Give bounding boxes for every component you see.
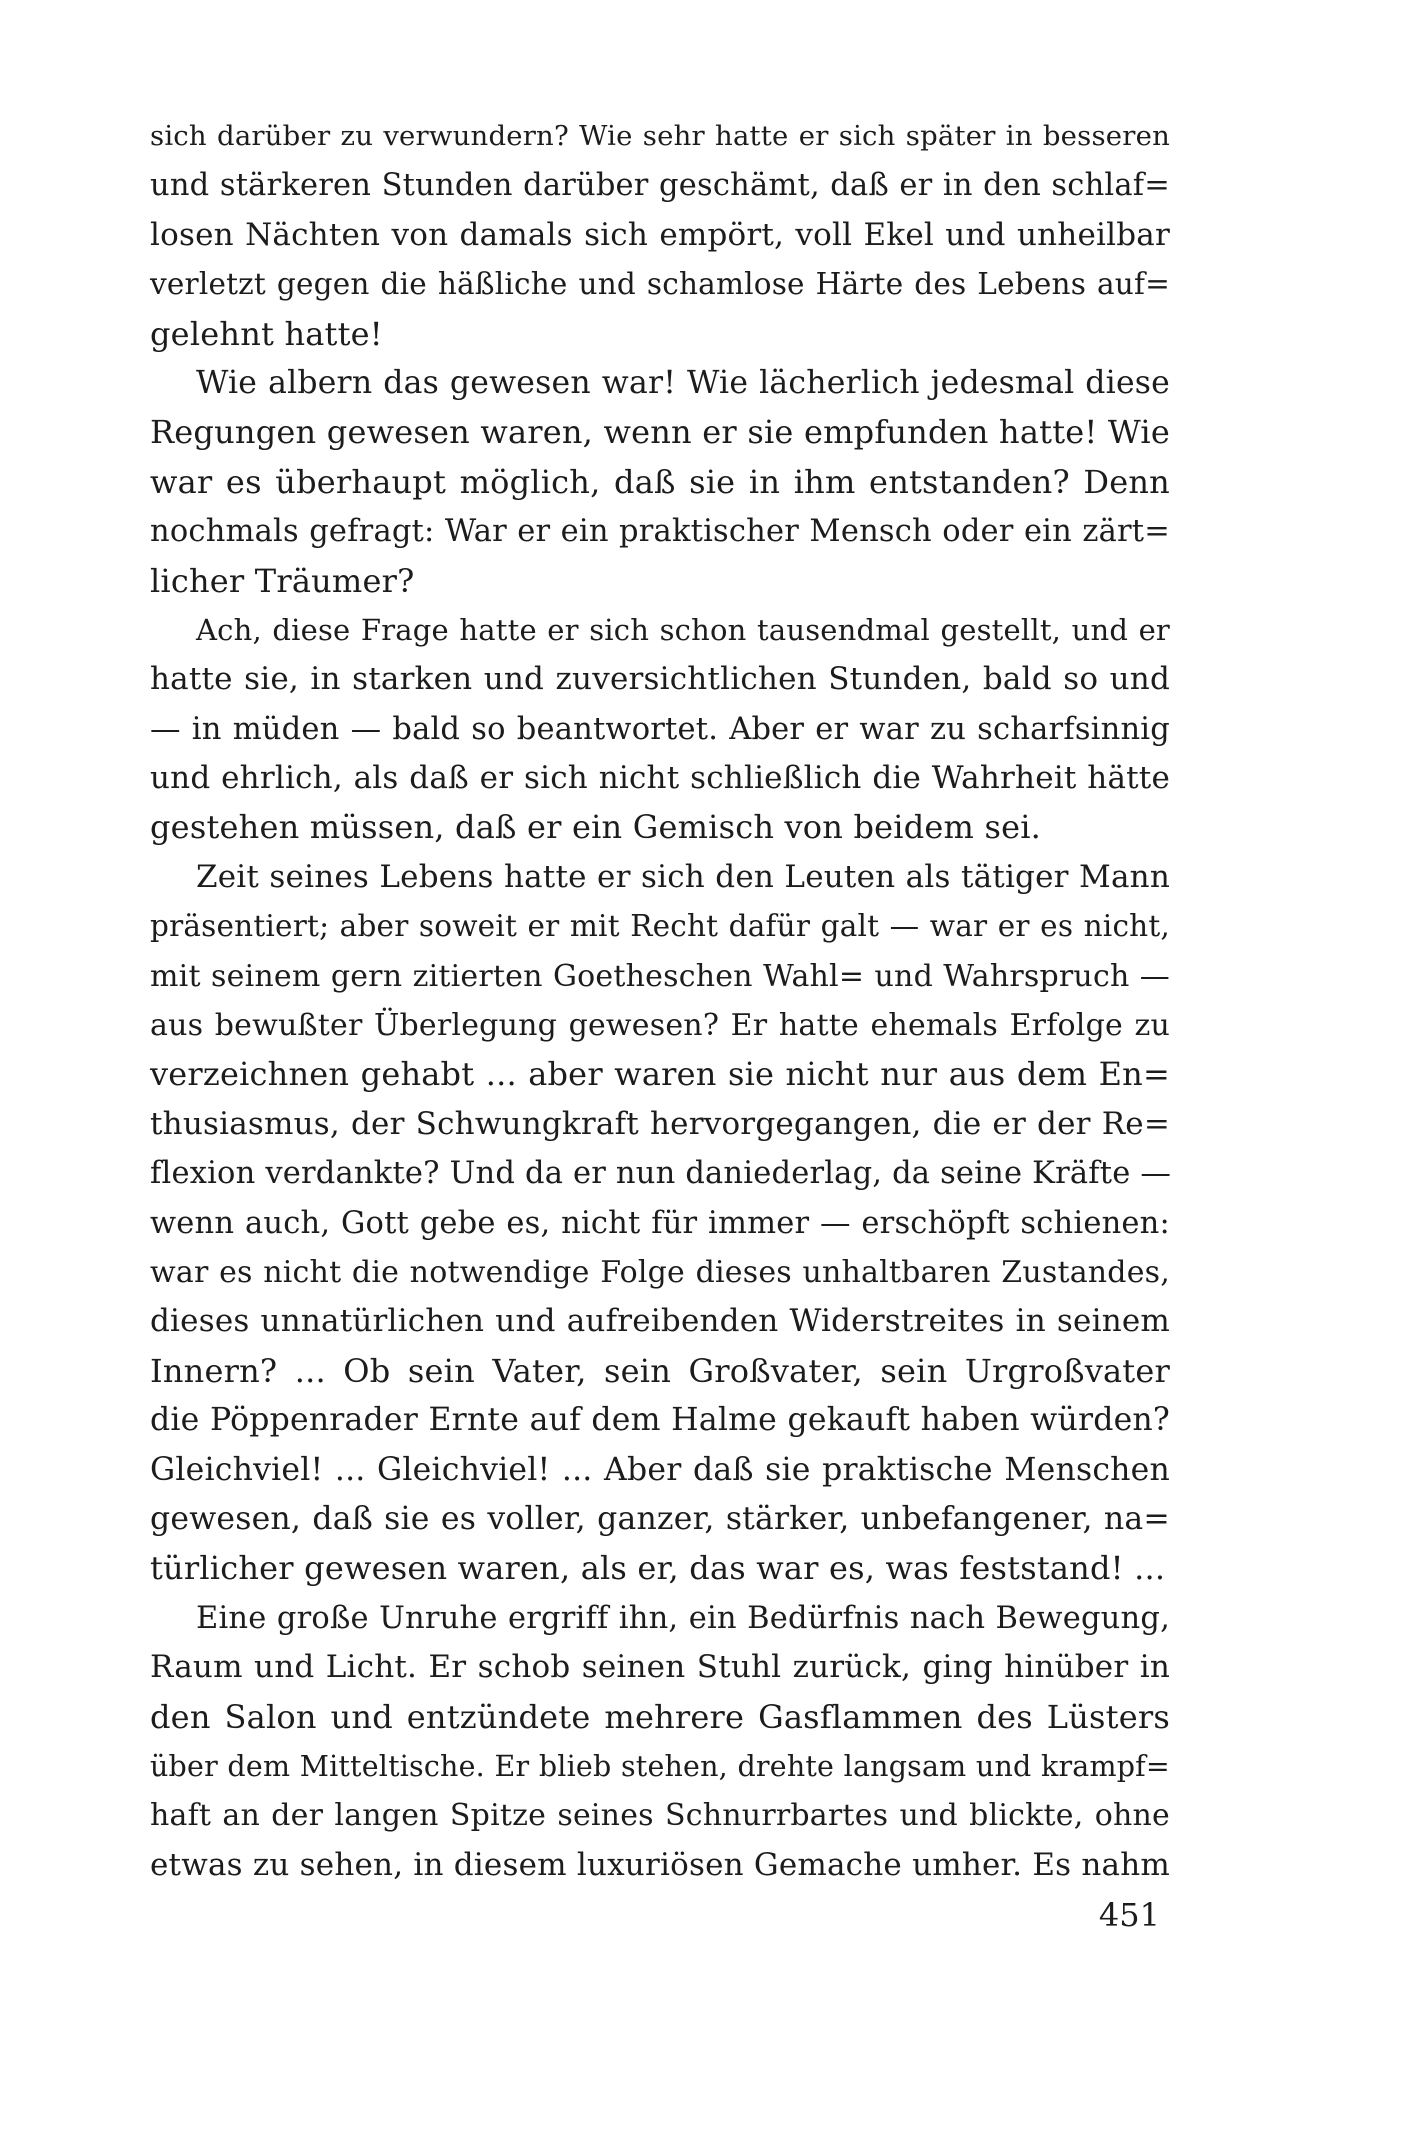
text-line: hatte sie, in starken und zuversichtlichen Stunden, bald so und bbox=[150, 661, 1170, 698]
text-line: flexion verdankte? Und da er nun daniederlag, da seine Kräfte — bbox=[150, 1156, 1172, 1192]
text-line: mit seinem gern zitierten Goetheschen Wahl= und Wahrspruch — bbox=[150, 958, 1170, 994]
text-line: die Pöppenrader Ernte auf dem Halme gekauft haben würden? bbox=[150, 1402, 1170, 1439]
text-line: Raum und Licht. Er schob seinen Stuhl zurück, ging hinüber in bbox=[150, 1649, 1170, 1686]
text-line: licher Träumer? bbox=[150, 561, 415, 600]
text-line: sich darüber zu verwundern? Wie sehr hatte er sich später in besseren bbox=[150, 120, 1170, 152]
text-line: Gleichviel! ... Gleichviel! ... Aber daß sie praktische Menschen bbox=[150, 1451, 1170, 1488]
text-line: und stärkeren Stunden darüber geschämt, daß er in den schlaf= bbox=[150, 168, 1170, 204]
text-line: dieses unnatürlichen und aufreibenden Widerstreites in seinem bbox=[150, 1303, 1170, 1340]
text-line: — in müden — bald so beantwortet. Aber er war zu scharfsinnig bbox=[150, 711, 1170, 747]
text-line: türlicher gewesen waren, als er, das war es, was feststand! ... bbox=[150, 1549, 1166, 1588]
text-line: über dem Mitteltische. Er blieb stehen, drehte langsam und krampf= bbox=[150, 1749, 1170, 1783]
text-line: war es überhaupt möglich, daß sie in ihm entstanden? Denn bbox=[150, 462, 1170, 501]
text-line: gewesen, daß sie es voller, ganzer, stärker, unbefangener, na= bbox=[150, 1500, 1170, 1537]
text-line: Zeit seines Lebens hatte er sich den Leuten als tätiger Mann bbox=[196, 858, 1170, 895]
text-line: losen Nächten von damals sich empört, voll Ekel und unheilbar bbox=[150, 216, 1170, 253]
text-line: wenn auch, Gott gebe es, nicht für immer — erschöpft schienen: bbox=[150, 1205, 1170, 1241]
text-line: gestehen müssen, daß er ein Gemisch von beidem sei. bbox=[150, 808, 1042, 847]
text-line: Wie albern das gewesen war! Wie lächerlich jedesmal diese bbox=[196, 364, 1170, 401]
text-line: Ach, diese Frage hatte er sich schon tausendmal gestellt, und er bbox=[196, 612, 1170, 647]
text-line: aus bewußter Überlegung gewesen? Er hatte ehemals Erfolge zu bbox=[150, 1008, 1170, 1044]
text-line: verzeichnen gehabt ... aber waren sie nicht nur aus dem En= bbox=[150, 1055, 1170, 1094]
text-line: war es nicht die notwendige Folge dieses unhaltbaren Zustandes, bbox=[150, 1254, 1170, 1290]
text-line: und ehrlich, als daß er sich nicht schließlich die Wahrheit hätte bbox=[150, 760, 1170, 797]
text-line: verletzt gegen die häßliche und schamlose Härte des Lebens auf= bbox=[150, 267, 1170, 302]
text-line: Innern? ... Ob sein Vater, sein Großvater, sein Urgroßvater bbox=[150, 1351, 1170, 1390]
text-line: nochmals gefragt: War er ein praktischer Mensch oder ein zärt= bbox=[150, 514, 1170, 550]
text-line: haft an der langen Spitze seines Schnurrbartes und blickte, ohne bbox=[150, 1798, 1170, 1834]
text-line: Eine große Unruhe ergriff ihn, ein Bedürfnis nach Bewegung, bbox=[196, 1600, 1170, 1636]
page-number: 451 bbox=[1098, 1896, 1160, 1934]
text-line: präsentiert; aber soweit er mit Recht dafür galt — war er es nicht, bbox=[150, 909, 1170, 944]
body-text bbox=[150, 112, 1170, 1890]
text-line: thusiasmus, der Schwungkraft hervorgegangen, die er der Re= bbox=[150, 1105, 1170, 1142]
text-line: etwas zu sehen, in diesem luxuriösen Gemache umher. Es nahm bbox=[150, 1846, 1170, 1883]
text-line: gelehnt hatte! bbox=[150, 314, 383, 353]
text-line: Regungen gewesen waren, wenn er sie empfunden hatte! Wie bbox=[150, 413, 1170, 452]
text-line: den Salon und entzündete mehrere Gasflammen des Lüsters bbox=[150, 1697, 1170, 1736]
